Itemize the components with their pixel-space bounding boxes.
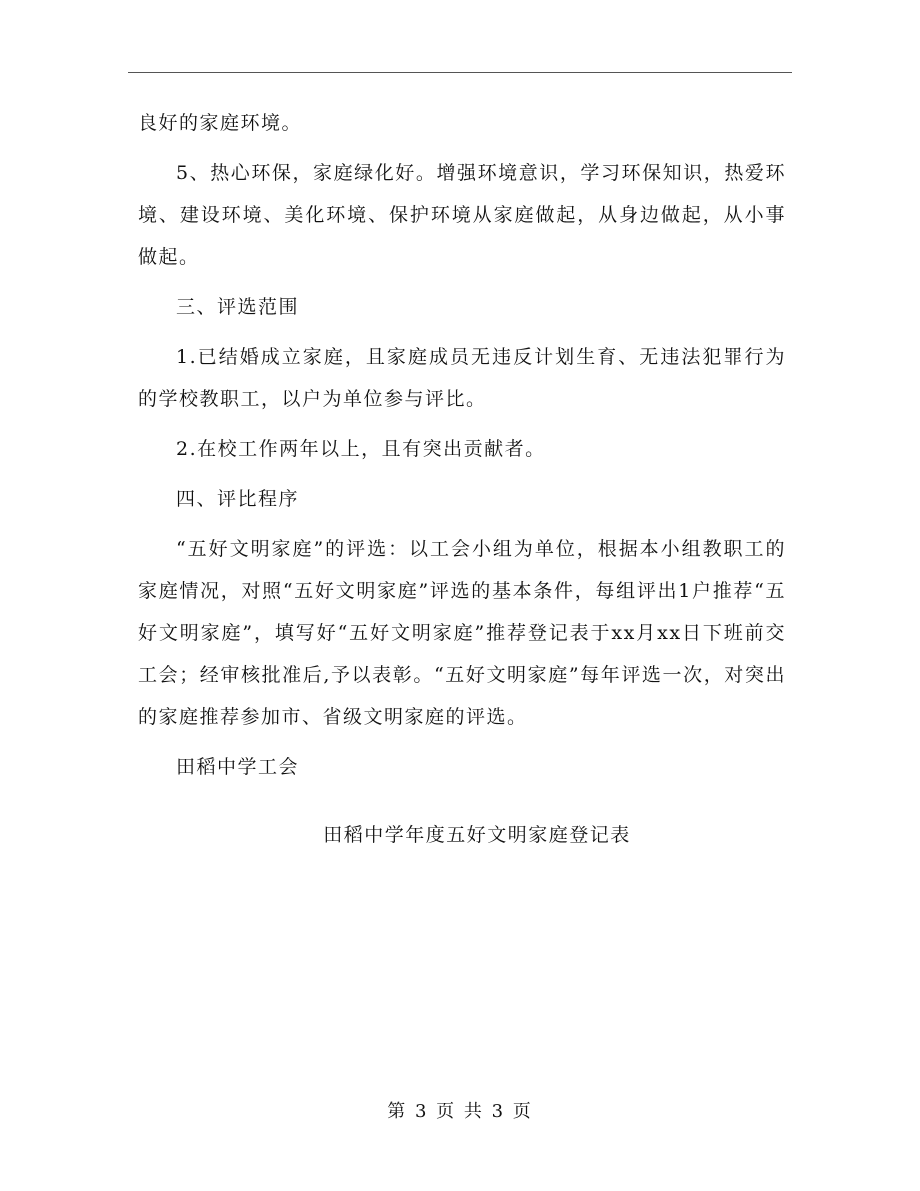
header-rule (128, 72, 792, 73)
document-body (138, 102, 786, 856)
page-number: 第 3 页 共 3 页 (387, 1101, 533, 1122)
form-title: 田稻中学年度五好文明家庭登记表 (323, 824, 631, 846)
paragraph-scope-item-2: 2.在校工作两年以上，且有突出贡献者。 (176, 438, 546, 460)
paragraph-scope-item-1: 1.已结婚成立家庭，且家庭成员无违反计划生育、无违法犯罪行为的学校教职工，以户为单位参与评比。 (138, 346, 786, 410)
section-heading-selection-procedure: 四、评比程序 (176, 488, 300, 510)
signature-union: 田稻中学工会 (176, 756, 300, 778)
paragraph-environmental-protection: 5、热心环保，家庭绿化好。增强环境意识，学习环保知识，热爱环境、建设环境、美化环境、保护环境从家庭做起，从身边做起，从小事做起。 (138, 162, 786, 268)
paragraph-selection-procedure: “五好文明家庭”的评选：以工会小组为单位，根据本小组教职工的家庭情况，对照“五好文明家庭”评选的基本条件，每组评出1户推荐“五好文明家庭”，填写好“五好文明家庭”推荐登记表于xx月xx日下班前交工会；经审核批准后,予以表彰。“五好文明家庭”每年评选一次，对突出的家庭推荐参加市、省级文明家庭的评选。 (138, 538, 786, 728)
section-heading-selection-scope: 三、评选范围 (176, 296, 300, 318)
paragraph-family-environment: 良好的家庭环境。 (138, 112, 303, 134)
